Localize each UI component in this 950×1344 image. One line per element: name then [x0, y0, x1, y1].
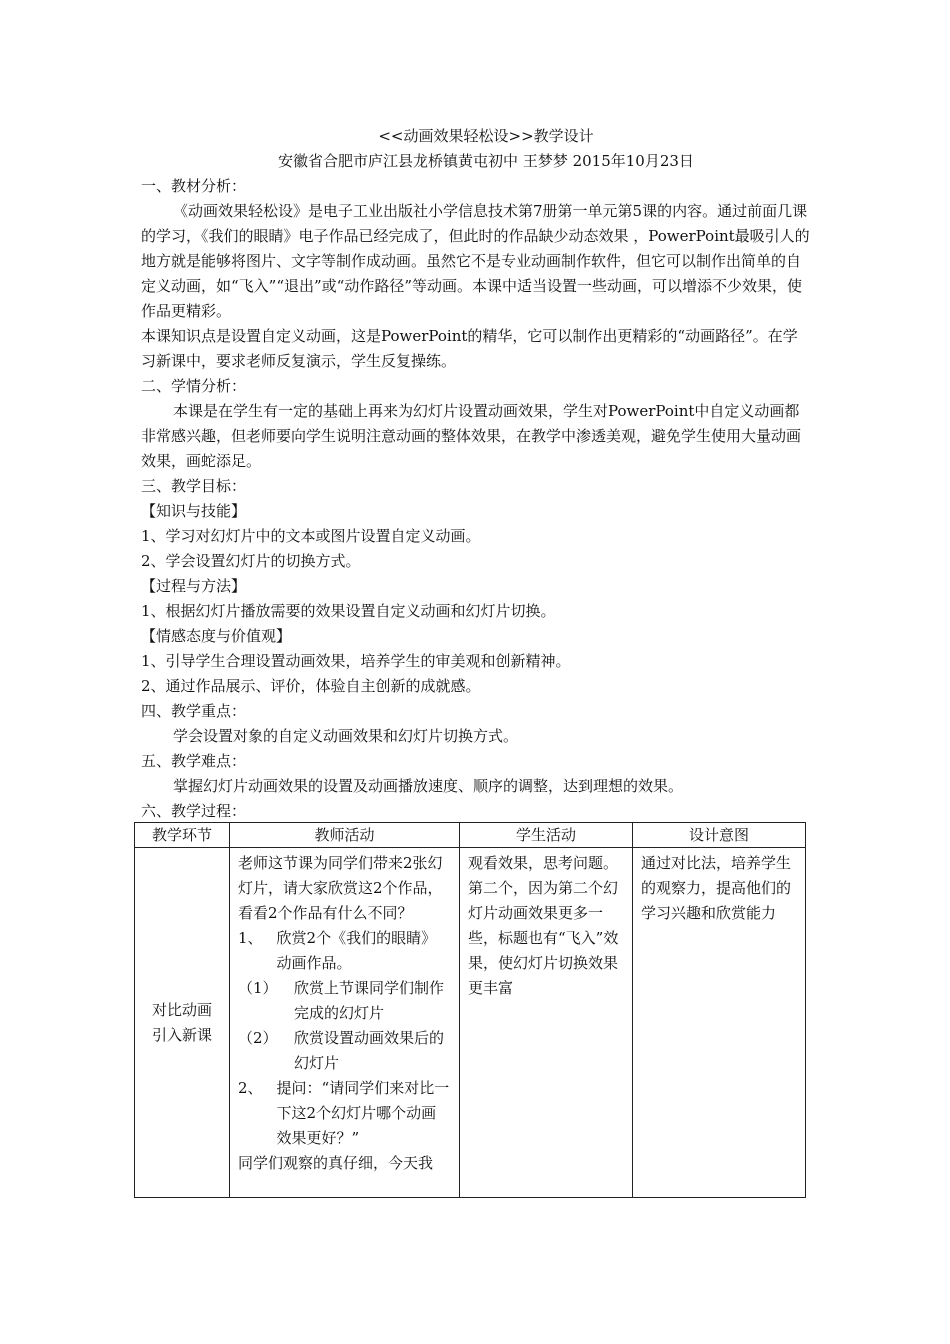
student-activity-text: 观看效果，思考问题。第二个，因为第二个幻灯片动画效果更多一些，标题也有“飞入”效果，使幻灯片切换效果更丰富	[468, 854, 619, 997]
goals-emotion-item-1: 1、引导学生合理设置动画效果，培养学生的审美观和创新精神。	[141, 652, 571, 670]
teacher-subitem-2-text: 欣赏设置动画效果后的幻灯片	[294, 1029, 445, 1072]
header-intent: 设计意图	[633, 823, 806, 848]
section-heading-process: 六、教学过程：	[141, 802, 247, 820]
teacher-item-1	[238, 926, 451, 976]
table-row	[135, 848, 806, 1198]
materials-paragraph-2: 本课知识点是设置自定义动画，这是PowerPoint的精华，它可以制作出更精彩的“动画路径”。在学习新课中，要求老师反复演示，学生反复操练。	[141, 327, 798, 370]
goals-process-heading: 【过程与方法】	[141, 577, 247, 595]
cell-stage	[135, 848, 230, 1198]
teacher-item-2-number: 2、	[238, 1079, 263, 1097]
teacher-item-1-number: 1、	[238, 929, 263, 947]
teacher-subitem-1-number: （1）	[238, 979, 278, 997]
section-heading-students: 二、学情分析：	[141, 377, 247, 395]
cell-student	[460, 848, 633, 1198]
teacher-item-1-text: 欣赏2个《我们的眼睛》动画作品。	[276, 929, 437, 972]
section-heading-materials: 一、教材分析：	[141, 177, 247, 195]
stage-text: 对比动画引入新课	[151, 1000, 212, 1044]
teacher-intro: 老师这节课为同学们带来2张幻灯片，请大家欣赏这2个作品，看看2个作品有什么不同？	[238, 854, 443, 922]
key-points-text: 学会设置对象的自定义动画效果和幻灯片切换方式。	[173, 727, 519, 745]
goals-process-item-1: 1、根据幻灯片播放需要的效果设置自定义动画和幻灯片切换。	[141, 602, 556, 620]
header-stage: 教学环节	[135, 823, 230, 848]
goals-knowledge-item-2: 2、学会设置幻灯片的切换方式。	[141, 552, 361, 570]
teacher-subitem-1-text: 欣赏上节课同学们制作完成的幻灯片	[294, 979, 445, 1022]
teacher-tail: 同学们观察的真仔细，今天我	[238, 1154, 434, 1172]
table-header-row	[135, 823, 806, 848]
design-intent-text: 通过对比法，培养学生的观察力，提高他们的学习兴趣和欣赏能力	[641, 854, 792, 922]
goals-emotion-item-2: 2、通过作品展示、评价，体验自主创新的成就感。	[141, 677, 481, 695]
students-paragraph: 本课是在学生有一定的基础上再来为幻灯片设置动画效果，学生对PowerPoint中自定义动画都非常感兴趣，但老师要向学生说明注意动画的整体效果，在教学中渗透美观，避免学生使用大量动画效果，画蛇添足。	[141, 402, 802, 470]
goals-emotion-heading: 【情感态度与价值观】	[141, 627, 292, 645]
teaching-process-table	[134, 822, 806, 1198]
teacher-item-2-text: 提问：“请同学们来对比一下这2个幻灯片哪个动画效果更好？”	[276, 1079, 450, 1147]
document-title: <<动画效果轻松设>>教学设计	[378, 127, 594, 145]
section-heading-key-points: 四、教学重点：	[141, 702, 247, 720]
goals-knowledge-heading: 【知识与技能】	[141, 502, 247, 520]
teacher-subitem-1	[238, 976, 451, 1026]
cell-intent	[633, 848, 806, 1198]
header-teacher: 教师活动	[230, 823, 460, 848]
author-line: 安徽省合肥市庐江县龙桥镇黄屯初中 王梦梦 2015年10月23日	[278, 152, 694, 170]
header-student: 学生活动	[460, 823, 633, 848]
materials-paragraph-1: 《动画效果轻松设》是电子工业出版社小学信息技术第7册第一单元第5课的内容。通过前面几课的学习，《我们的眼睛》电子作品已经完成了，但此时的作品缺少动态效果 ，PowerPoint最吸引人的地方就是能够将图片、文字等制作成动画。虽然它不是专业动画制作软件，但它可以制作出简单的自定义动画，如“飞入”“退出”或“动作路径”等动画。本课中适当设置一些动画，可以增添不少效果，使作品更精彩。	[141, 202, 810, 320]
teacher-subitem-2-number: （2）	[238, 1029, 278, 1047]
section-heading-difficulties: 五、教学难点：	[141, 752, 247, 770]
teacher-item-2	[238, 1076, 451, 1151]
teacher-subitem-2	[238, 1026, 451, 1076]
section-heading-goals: 三、教学目标：	[141, 477, 247, 495]
document-body	[141, 124, 811, 824]
goals-knowledge-item-1: 1、学习对幻灯片中的文本或图片设置自定义动画。	[141, 527, 481, 545]
difficulties-text: 掌握幻灯片动画效果的设置及动画播放速度、顺序的调整，达到理想的效果。	[173, 777, 684, 795]
cell-teacher	[230, 848, 460, 1198]
